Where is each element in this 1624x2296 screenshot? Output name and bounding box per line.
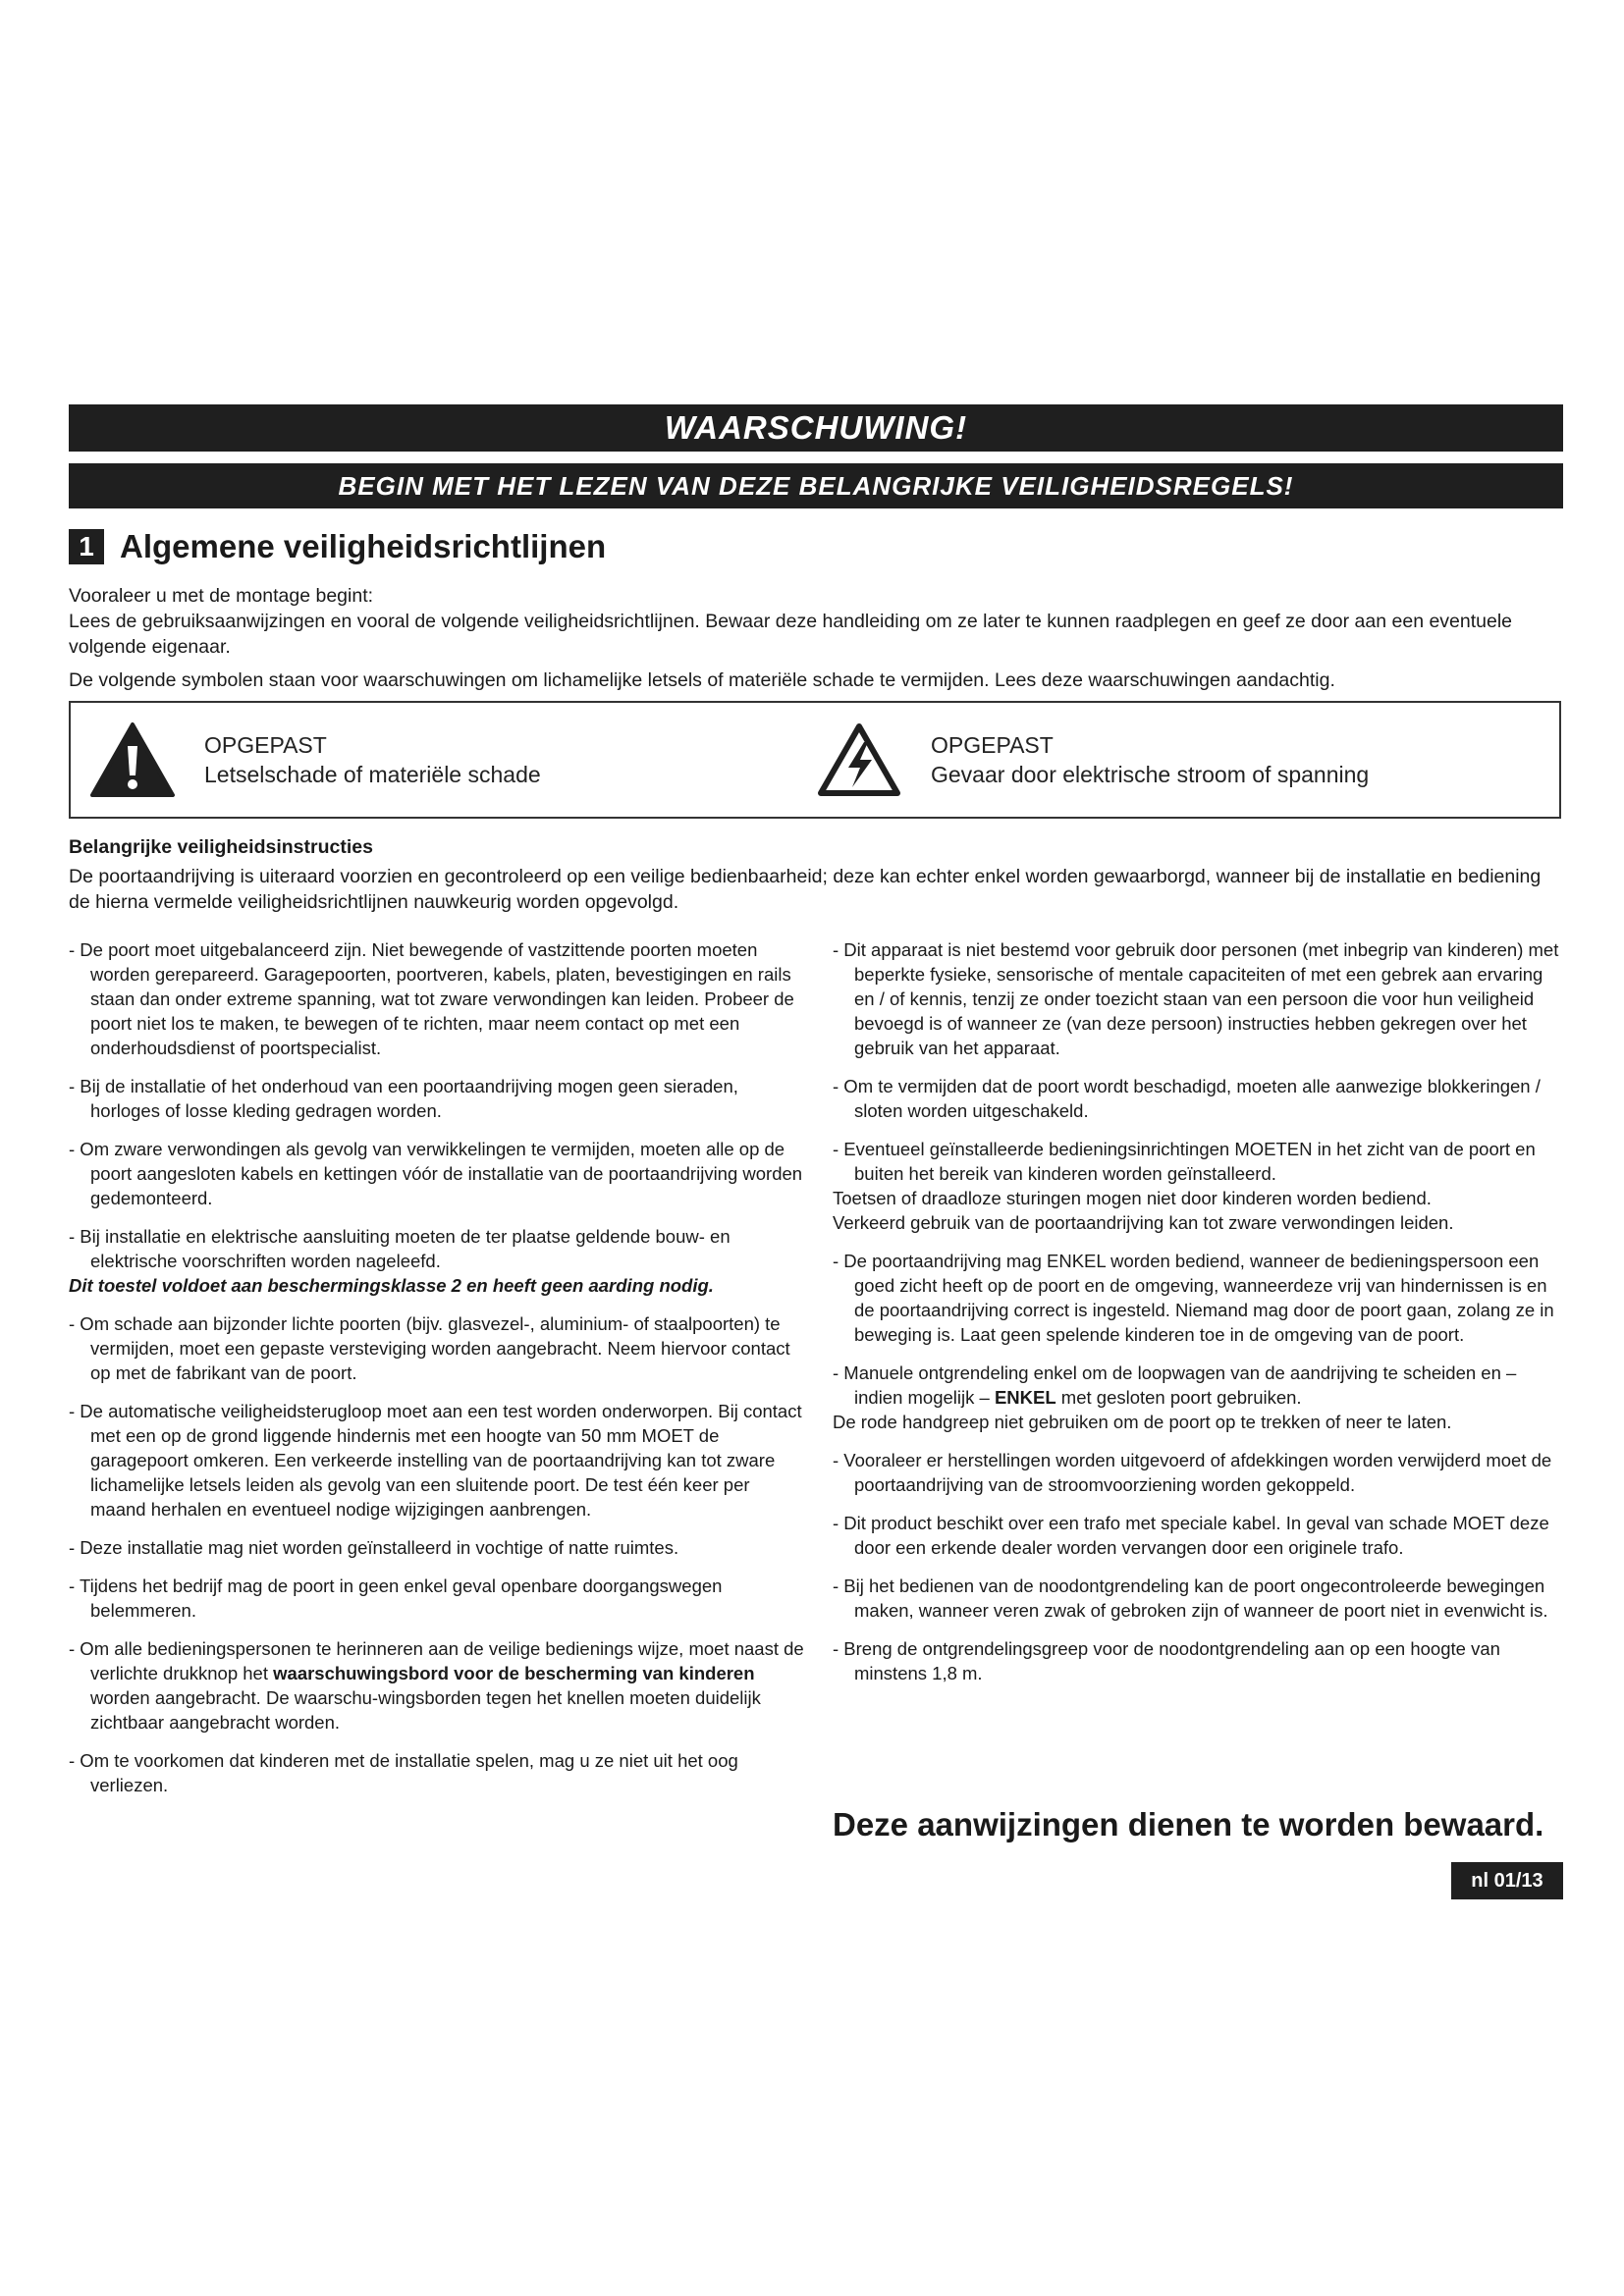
intro-block	[69, 583, 1563, 660]
important-body: De poortaandrijving is uiteraard voorzien en gecontroleerd op een veilige bedienbaarheid; deze kan echter enkel worden gewaarborgd, wanneer bij de installatie en bediening de hierna vermelde veiligheidsrichtlijnen nauwkeurig worden opgevolgd.	[69, 866, 1542, 913]
safety-item: - Tijdens het bedrijf mag de poort in geen enkel geval openbare doorgangswegen belemmeren.	[69, 1575, 723, 1621]
safety-item: - Dit apparaat is niet bestemd voor gebruik door personen (met inbegrip van kinderen) met beperkte fysieke, sensorische of mentale capaciteiten of met een gebrek aan ervaring en / of kennis, tenzij ze onder toezicht staan van een persoon die voor hun veiligheid bevoegd is of wanneer ze (van deze persoon) instructies hebben gekregen over het gebruik van het apparaat.	[833, 939, 1559, 1058]
safety-item: - Om te voorkomen dat kinderen met de installatie spelen, mag u ze niet uit het oog verliezen.	[69, 1750, 738, 1795]
safety-item: - De poort moet uitgebalanceerd zijn. Niet bewegende of vastzittende poorten moeten worden gerepareerd. Garagepoorten, poortveren, kabels, platen, bevestigingen en rails staan dan onder extreme spanning, wat tot zware verwondingen kan leiden. Probeer de poort niet los te maken, te bewegen of te richten, maar neem contact op met een onderhoudsdienst of poortspecialist.	[69, 939, 794, 1058]
safety-item-text: - Bij installatie en elektrische aansluiting moeten de ter plaatse geldende bouw- en elektrische voorschriften worden nageleefd.	[69, 1226, 731, 1271]
left-column	[69, 937, 805, 1811]
closing-statement: Deze aanwijzingen dienen te worden bewaard.	[833, 1806, 1544, 1842]
safety-item-line: Verkeerd gebruik van de poortaandrijving kan tot zware verwondingen leiden.	[833, 1212, 1454, 1233]
safety-item: - Bij het bedienen van de noodontgrendeling kan de poort ongecontroleerde bewegingen maken, wanneer veren zwak of gebroken zijn of wanneer de poort niet in evenwicht is.	[833, 1575, 1548, 1621]
protection-class-note: Dit toestel voldoet aan beschermingsklasse 2 en heeft geen aarding nodig.	[69, 1275, 714, 1296]
safety-item	[833, 1361, 1564, 1434]
intro-line: Lees de gebruiksaanwijzingen en vooral de volgende veiligheidsrichtlijnen. Bewaar deze handleiding om ze later te kunnen raadplegen en geef ze door aan een eventuele volgende eigenaar.	[69, 611, 1513, 658]
important-title: Belangrijke veiligheidsinstructies	[69, 836, 373, 858]
safety-item-line: Toetsen of draadloze sturingen mogen niet door kinderen worden bediend.	[833, 1188, 1432, 1208]
electric-hazard-icon	[815, 721, 903, 799]
safety-item-text: - Eventueel geïnstalleerde bedieningsinrichtingen MOETEN in het zicht van de poort en buiten het bereik van kinderen worden geïnstalleerd.	[833, 1139, 1536, 1184]
warning-banner: WAARSCHUWING!	[69, 404, 1563, 452]
safety-item-line: De rode handgreep niet gebruiken om de poort op te trekken of neer te laten.	[833, 1412, 1452, 1432]
page-number: nl 01/13	[1451, 1862, 1563, 1899]
safety-item: - Om te vermijden dat de poort wordt beschadigd, moeten alle aanwezige blokkeringen / sloten worden uitgeschakeld.	[833, 1076, 1541, 1121]
caution-text: Letselschade of materiële schade	[204, 762, 541, 787]
warning-sign-emphasis: waarschuwingsbord voor de bescherming van kinderen	[273, 1663, 755, 1683]
safety-item: - Om zware verwondingen als gevolg van verwikkelingen te vermijden, moeten alle op de poort aangesloten kabels en kettingen vóór de installatie van de poortaandrijving worden gedemonteerd.	[69, 1139, 803, 1208]
safety-item	[833, 1137, 1564, 1235]
section-heading	[69, 522, 606, 571]
warning-triangle-icon	[88, 721, 177, 799]
safety-item-text: - Om alle bedieningspersonen te herinneren aan de veilige bedienings wijze, moet naast de verlichte drukknop het	[69, 1638, 804, 1683]
safety-item: - Bij de installatie of het onderhoud van een poortaandrijving mogen geen sieraden, horloges of losse kleding gedragen worden.	[69, 1076, 738, 1121]
intro-line: Vooraleer u met de montage begint:	[69, 585, 374, 607]
safety-item	[69, 1224, 805, 1298]
right-column	[833, 937, 1564, 1699]
electric-title: OPGEPAST	[931, 732, 1054, 758]
safety-item: - Breng de ontgrendelingsgreep voor de noodontgrendeling aan op een hoogte van minstens 1,8 m.	[833, 1638, 1500, 1683]
safety-rules-banner: BEGIN MET HET LEZEN VAN DEZE BELANGRIJKE VEILIGHEIDSREGELS!	[69, 463, 1563, 508]
safety-item-text: - Manuele ontgrendeling enkel om de loopwagen van de aandrijving te scheiden en – indien mogelijk –	[833, 1362, 1517, 1408]
only-emphasis: ENKEL	[994, 1387, 1056, 1408]
safety-item-text: met gesloten poort gebruiken.	[1056, 1387, 1302, 1408]
caution-symbol	[88, 721, 541, 799]
caution-title: OPGEPAST	[204, 732, 327, 758]
section-title: Algemene veiligheidsrichtlijnen	[120, 528, 607, 564]
safety-item: - Vooraleer er herstellingen worden uitgevoerd of afdekkingen worden verwijderd moet de poortaandrijving van de stroomvoorziening worden gekoppeld.	[833, 1450, 1552, 1495]
safety-item	[69, 1636, 805, 1735]
safety-item: - De automatische veiligheidsterugloop moet aan een test worden onderworpen. Bij contact met een op de grond liggende hindernis met een hoogte van 50 mm MOET de garagepoort omkeren. Een verkeerde instelling van de poortaandrijving kan tot zware lichamelijke letsels leiden als gevolg van een sluitende poort. De test één keer per maand herhalen en eventueel nodige wijzigingen aanbrengen.	[69, 1401, 802, 1520]
safety-item: - Om schade aan bijzonder lichte poorten (bijv. glasvezel-, aluminium- of staalpoorten) te vermijden, moet een gepaste versteviging worden aangebracht. Neem hiervoor contact op met de fabrikant van de poort.	[69, 1313, 790, 1383]
safety-item: - Dit product beschikt over een trafo met speciale kabel. In geval van schade MOET deze door een erkende dealer worden vervangen door een originele trafo.	[833, 1513, 1549, 1558]
symbol-legend-box	[69, 701, 1561, 819]
safety-item: - Deze installatie mag niet worden geïnstalleerd in vochtige of natte ruimtes.	[69, 1537, 679, 1558]
safety-item: - De poortaandrijving mag ENKEL worden bediend, wanneer de bedieningspersoon een goed zicht heeft op de poort en de omgeving, wanneerdeze vrij van hindernissen is en de poortaandrijving correct is ingesteld. Niemand mag door de poort gaan, zolang ze in beweging is. Laat geen spelende kinderen toe in de omgeving van de poort.	[833, 1251, 1554, 1345]
safety-item-text: worden aangebracht. De waarschu-wingsborden tegen het knellen moeten duidelijk zichtbaar aangebracht worden.	[90, 1687, 761, 1733]
section-number: 1	[69, 529, 104, 564]
electric-symbol	[815, 721, 1369, 799]
intro-symbols-line: De volgende symbolen staan voor waarschuwingen om lichamelijke letsels of materiële schade te vermijden. Lees deze waarschuwingen aandachtig.	[69, 669, 1335, 691]
electric-text: Gevaar door elektrische stroom of spanning	[931, 762, 1370, 787]
